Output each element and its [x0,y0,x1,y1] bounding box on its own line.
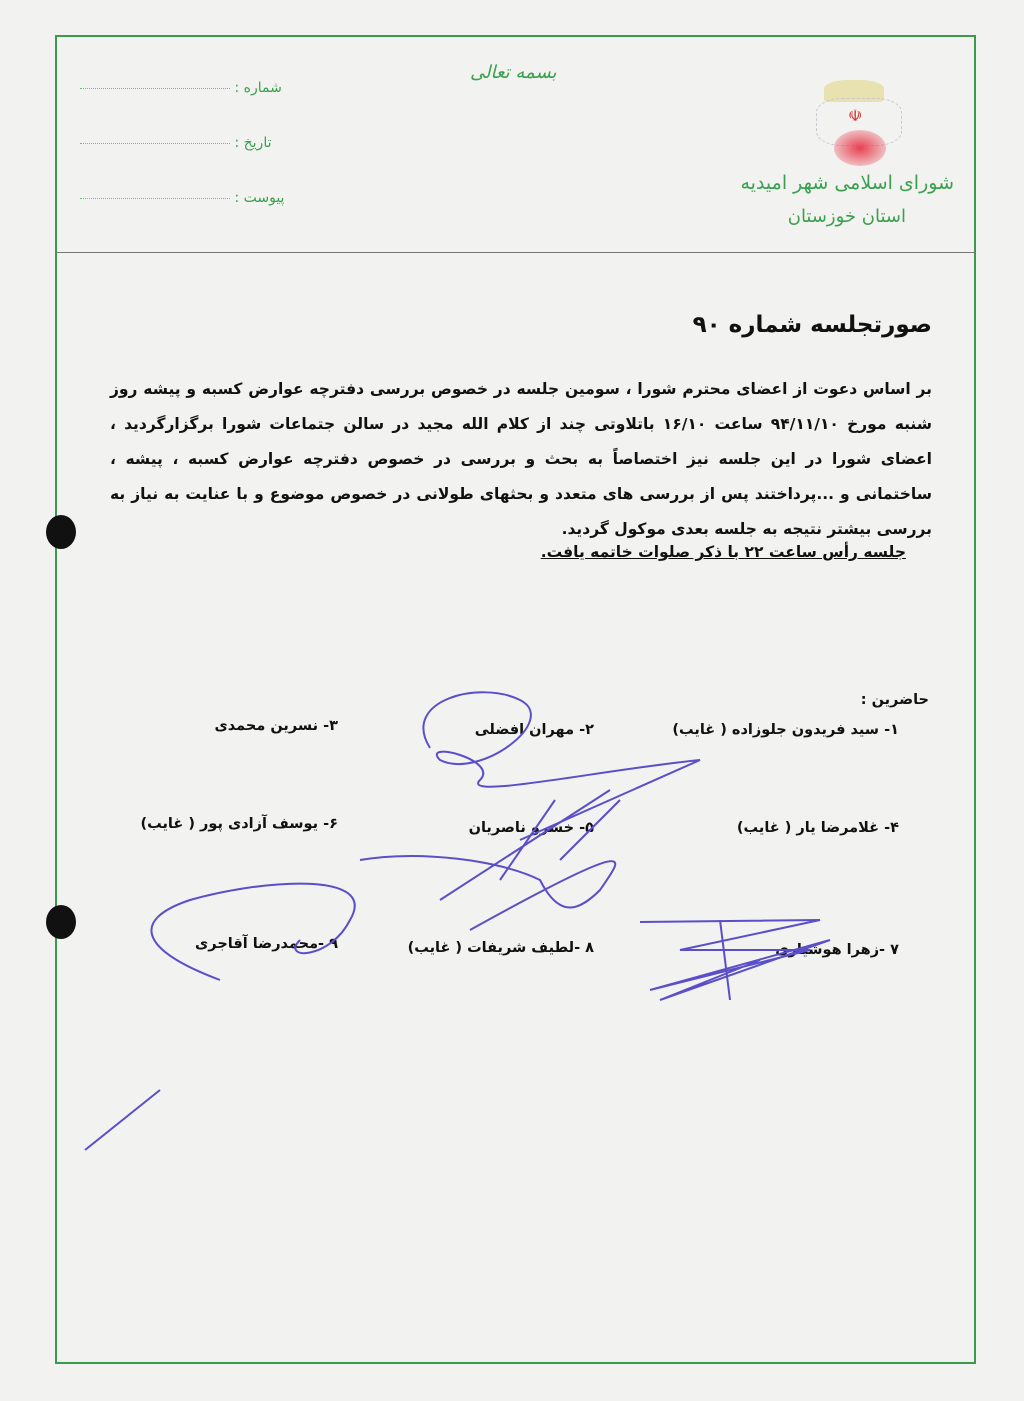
attendee-7: ۷ -زهرا هوشیاری [775,942,899,958]
number-field [80,80,300,96]
document-title: صورتجلسه شماره ۹۰ [692,312,932,338]
punch-hole [46,905,76,939]
attendee-8: ۸ -لطیف شریفات ( غایب) [407,940,594,956]
date-label: تاریخ : [234,135,272,151]
attendees-label: حاضرین : [860,692,929,708]
closing-statement: جلسه رأس ساعت ۲۲ با ذکر صلوات خاتمه یافت. [540,543,906,561]
attendee-3: ۳- نسرین محمدی [214,718,338,734]
attachment-label: پیوست : [234,190,285,206]
attendee-5: ۵- خسرو ناصریان [468,820,594,836]
basmala: بسمه تعالی [470,62,557,83]
header-divider [57,252,975,253]
number-label: شماره : [234,80,282,96]
emblem-icon: ☫ [848,106,863,125]
attendee-4: ۴- غلامرضا یار ( غایب) [736,820,899,836]
province-name: استان خوزستان [787,206,906,227]
date-field [80,135,300,151]
attendee-9: ۹ -محمدرضا آقاجری [195,936,338,952]
page-border [55,35,976,1364]
attachment-field [80,190,300,206]
attendee-1: ۱- سید فریدون جلوزاده ( غایب) [672,722,899,738]
document-body: بر اساس دعوت از اعضای محترم شورا ، سومین جلسه در خصوص بررسی دفترچه عوارض کسبه و پیشه روز شنبه مورخ ۹۴/۱۱/۱۰ ساعت ۱۶/۱۰ باتلاوتی چند از کلام الله مجید در سالن جتماعات شورا برگزارگردید ، اعضای شورا در این جلسه نیز اختصاصاً به بحث و بررسی در خصوص دفترچه عوارض کسبه ، پیشه ، ساختمانی و ...پرداختند پس از بررسی های متعدد و بحثهای طولانی در خصوص موضوع و با عنایت به نیاز به بررسی بیشتر نتیجه به جلسه بعدی موکول گردید. [110,380,932,538]
attendee-6: ۶- یوسف آزادی پور ( غایب) [140,816,338,832]
punch-hole [46,515,76,549]
attendee-2: ۲- مهران افضلی [474,722,594,738]
org-name: شورای اسلامی شهر امیدیه [740,172,954,194]
emblem-logo [812,78,904,170]
